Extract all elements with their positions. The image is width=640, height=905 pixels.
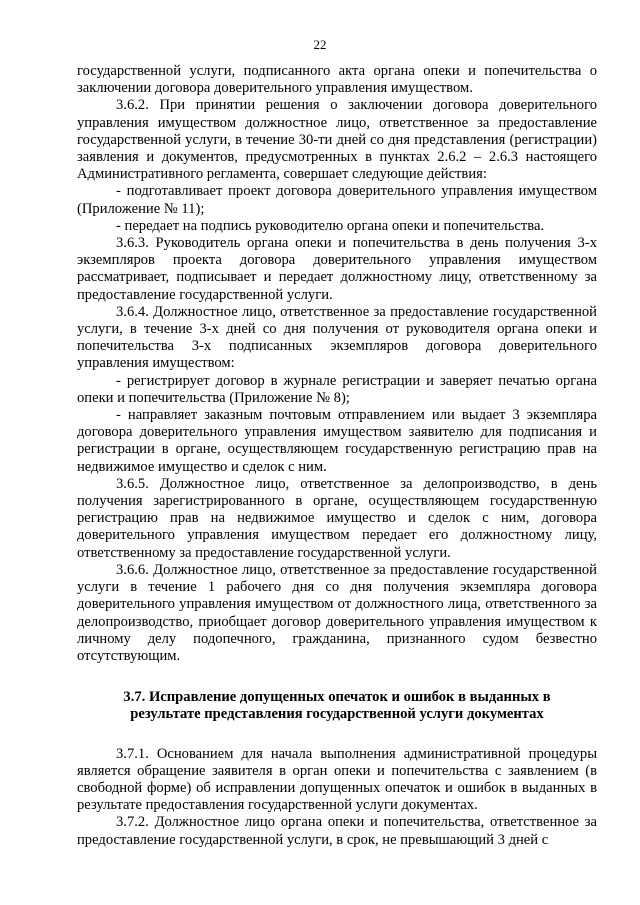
paragraph-3-7-2: 3.7.2. Должностное лицо органа опеки и попечительства, ответственное за предоставление государственной услуги, в срок, не превышающий 3 дней с <box>77 814 597 848</box>
paragraph-3-6-4: 3.6.4. Должностное лицо, ответственное за предоставление государственной услуги, в течение 3-х дней со дня получения от руководителя органа опеки и попечительства 3-х подписанных экземпляров договора доверительного управления имуществом: <box>77 303 597 372</box>
list-item-send-for-signature: - передает на подпись руководителю органа опеки и попечительства. <box>116 217 545 234</box>
paragraph-continuation: государственной услуги, подписанного акта органа опеки и попечительства о заключении договора доверительного управления имуществом. <box>77 63 597 97</box>
document-body <box>77 63 597 849</box>
page-number: 22 <box>313 37 327 52</box>
paragraph-3-6-3: 3.6.3. Руководитель органа опеки и попечительства в день получения 3-х экземпляров проекта договора доверительного управления имуществом рассматривает, подписывает и передает должностному лицу, ответственному за предоставление государственной услуги. <box>77 235 597 303</box>
list-item-send-contract: - направляет заказным почтовым отправлением или выдает 3 экземпляра договора доверительного управления имуществом заявителю для подписания и регистрации в органе, осуществляющем государственную регистрацию прав на недвижимое имущество и сделок с ним. <box>77 407 597 475</box>
paragraph-3-6-5: 3.6.5. Должностное лицо, ответственное за делопроизводство, в день получения зарегистрированного в органе, осуществляющем государственную регистрацию прав на недвижимое имущество и сделок с ним, договора доверительного управления имуществом передает его должностному лицу, ответственному за предоставление государственной услуги. <box>77 475 597 561</box>
list-item-prepare-draft: - подготавливает проект договора доверительного управления имуществом (Приложение № 11); <box>77 183 597 217</box>
paragraph-3-6-2: 3.6.2. При принятии решения о заключении договора доверительного управления имуществом должностное лицо, ответственное за предоставление государственной услуги, в течение 30-ти дней со дня представления (регистрации) заявления и документов, предусмотренных в пунктах 2.6.2 – 2.6.3 настоящего Административного регламента, совершает следующие действия: <box>77 97 597 183</box>
paragraph-3-6-6: 3.6.6. Должностное лицо, ответственное за предоставление государственной услуги в течение 1 рабочего дня со дня получения экземпляра договора доверительного управления имуществом от должностного лица, ответственного за делопроизводство, приобщает договор доверительного управления имуществом к личному делу подопечного, гражданина, признанного судом безвестно отсутствующим. <box>77 561 597 664</box>
paragraph-3-7-1: 3.7.1. Основанием для начала выполнения административной процедуры является обращение заявителя в орган опеки и попечительства с заявлением (в свободной форме) об исправлении допущенных опечаток и ошибок в выданных в результате предоставления государственной услуги документах. <box>77 745 597 814</box>
list-item-register-contract: - регистрирует договор в журнале регистрации и заверяет печатью органа опеки и попечительства (Приложение № 8); <box>77 372 597 406</box>
section-heading-3-7: 3.7. Исправление допущенных опечаток и ошибок в выданных в результате представления государственной услуги документах <box>123 689 551 723</box>
